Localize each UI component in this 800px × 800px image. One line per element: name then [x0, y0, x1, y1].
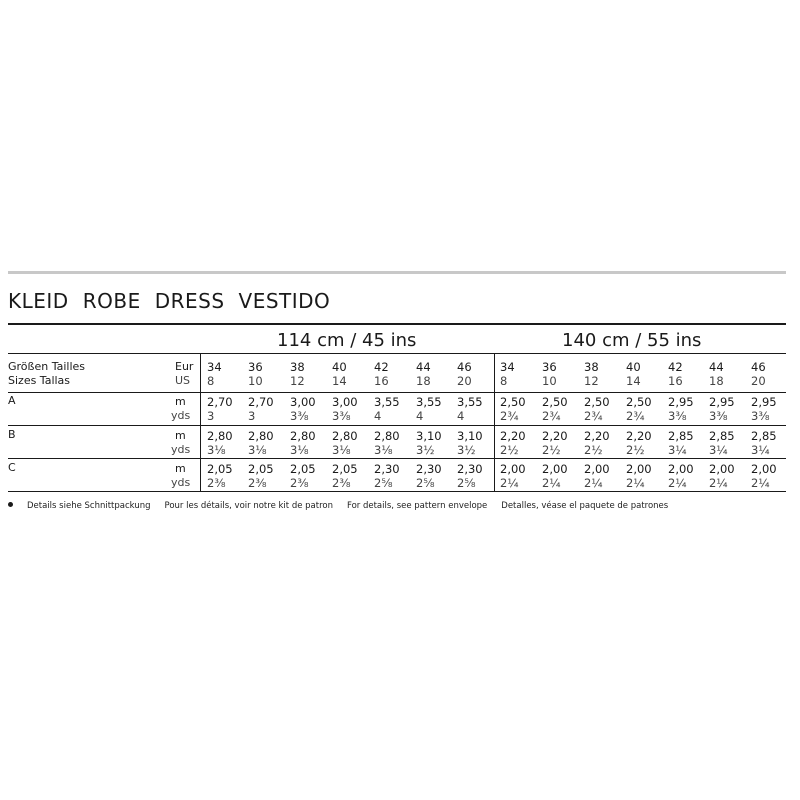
unit-yds: yds	[171, 443, 191, 456]
top-divider	[8, 271, 786, 274]
page-title	[8, 289, 344, 313]
fabric-separator	[494, 353, 495, 491]
footer-note-fr: Pour les détails, voir notre kit de patron	[164, 501, 333, 511]
meters-140: 2,85	[668, 429, 694, 443]
meters-114: 2,30	[416, 462, 442, 476]
footer-note-de: Details siehe Schnittpackung	[27, 501, 151, 511]
yards-140: 2¾	[584, 409, 603, 423]
fabric-width-140: 140 cm / 55 ins	[562, 330, 702, 351]
meters-114: 3,10	[416, 429, 442, 443]
yards-114: 3⅛	[207, 443, 226, 457]
yards-114: 2⅝	[374, 476, 393, 490]
eur-size-114: 46	[457, 360, 472, 374]
meters-140: 2,00	[500, 462, 526, 476]
unit-m: m	[175, 462, 186, 475]
yards-140: 3⅜	[709, 409, 728, 423]
meters-114: 2,80	[374, 429, 400, 443]
meters-140: 2,95	[709, 395, 735, 409]
yards-114: 2⅜	[248, 476, 267, 490]
us-size-114: 16	[374, 374, 389, 388]
title-divider	[8, 323, 786, 325]
meters-140: 2,85	[709, 429, 735, 443]
yards-140: 2¼	[584, 476, 603, 490]
us-label: US	[175, 374, 191, 387]
yards-140: 3¼	[709, 443, 728, 457]
yards-140: 2¼	[709, 476, 728, 490]
unit-m: m	[175, 429, 186, 442]
meters-114: 2,05	[332, 462, 358, 476]
yards-114: 3⅜	[290, 409, 309, 423]
eur-size-140: 44	[709, 360, 724, 374]
meters-114: 3,00	[332, 395, 358, 409]
yards-114: 3⅛	[290, 443, 309, 457]
title-word-fr: ROBE	[82, 289, 141, 313]
row-rule-c	[8, 491, 786, 492]
eur-size-140: 46	[751, 360, 766, 374]
meters-140: 2,00	[668, 462, 694, 476]
yards-140: 2¾	[542, 409, 561, 423]
yards-114: 3⅜	[332, 409, 351, 423]
yards-114: 2⅝	[457, 476, 476, 490]
meters-114: 2,80	[248, 429, 274, 443]
yards-140: 2½	[500, 443, 519, 457]
meters-140: 2,95	[751, 395, 777, 409]
meters-140: 2,20	[626, 429, 652, 443]
us-size-140: 16	[668, 374, 683, 388]
us-size-140: 14	[626, 374, 641, 388]
meters-140: 2,95	[668, 395, 694, 409]
meters-114: 3,55	[457, 395, 483, 409]
meters-140: 2,20	[584, 429, 610, 443]
us-size-114: 18	[416, 374, 431, 388]
yards-114: 2⅝	[416, 476, 435, 490]
unit-separator	[200, 353, 201, 491]
yards-114: 2⅜	[332, 476, 351, 490]
yards-140: 2½	[542, 443, 561, 457]
footer-note-es: Detalles, véase el paquete de patrones	[501, 501, 669, 511]
size-rule	[8, 392, 786, 393]
yards-114: 3½	[457, 443, 476, 457]
yards-140: 2¼	[668, 476, 687, 490]
title-word-de: KLEID	[8, 289, 69, 313]
eur-size-114: 34	[207, 360, 222, 374]
yards-140: 2¼	[751, 476, 770, 490]
meters-140: 2,00	[542, 462, 568, 476]
meters-114: 2,05	[248, 462, 274, 476]
footer-note-en: For details, see pattern envelope	[346, 501, 488, 511]
eur-size-140: 34	[500, 360, 515, 374]
meters-140: 2,50	[626, 395, 652, 409]
footer-notes	[8, 501, 682, 511]
meters-140: 2,50	[584, 395, 610, 409]
yards-140: 2¼	[626, 476, 645, 490]
us-size-140: 18	[709, 374, 724, 388]
title-word-en: DRESS	[154, 289, 225, 313]
yards-114: 4	[374, 409, 382, 423]
meters-114: 2,80	[207, 429, 233, 443]
yards-140: 3⅜	[668, 409, 687, 423]
meters-114: 2,30	[374, 462, 400, 476]
meters-114: 2,30	[457, 462, 483, 476]
yards-140: 2¾	[626, 409, 645, 423]
view-label: C	[8, 461, 16, 474]
us-size-114: 8	[207, 374, 215, 388]
meters-140: 2,00	[751, 462, 777, 476]
row-rule-b	[8, 458, 786, 459]
title-word-es: VESTIDO	[238, 289, 331, 313]
yards-114: 3	[248, 409, 256, 423]
eur-size-114: 40	[332, 360, 347, 374]
yards-114: 3⅛	[248, 443, 267, 457]
view-label: A	[8, 394, 16, 407]
meters-114: 2,70	[207, 395, 233, 409]
meters-140: 2,00	[709, 462, 735, 476]
eur-label: Eur	[175, 360, 194, 373]
meters-114: 3,00	[290, 395, 316, 409]
us-size-140: 12	[584, 374, 599, 388]
yards-114: 2⅜	[290, 476, 309, 490]
eur-size-140: 40	[626, 360, 641, 374]
us-size-114: 20	[457, 374, 472, 388]
unit-yds: yds	[171, 409, 191, 422]
meters-140: 2,50	[500, 395, 526, 409]
meters-140: 2,00	[584, 462, 610, 476]
eur-size-114: 38	[290, 360, 305, 374]
eur-size-140: 42	[668, 360, 683, 374]
meters-140: 2,20	[542, 429, 568, 443]
meters-114: 2,05	[290, 462, 316, 476]
yards-140: 2¼	[542, 476, 561, 490]
row-rule-a	[8, 425, 786, 426]
yards-140: 2¾	[500, 409, 519, 423]
us-size-140: 8	[500, 374, 508, 388]
us-size-140: 20	[751, 374, 766, 388]
yards-114: 4	[416, 409, 424, 423]
us-size-140: 10	[542, 374, 557, 388]
eur-size-114: 42	[374, 360, 389, 374]
yards-114: 3⅛	[332, 443, 351, 457]
meters-140: 2,20	[500, 429, 526, 443]
eur-size-114: 44	[416, 360, 431, 374]
unit-m: m	[175, 395, 186, 408]
meters-114: 2,80	[332, 429, 358, 443]
yards-140: 2¼	[500, 476, 519, 490]
yards-114: 4	[457, 409, 465, 423]
us-size-114: 10	[248, 374, 263, 388]
eur-size-140: 38	[584, 360, 599, 374]
size-label-line1: Größen Tailles	[8, 360, 86, 373]
meters-140: 2,85	[751, 429, 777, 443]
eur-size-114: 36	[248, 360, 263, 374]
yards-140: 2½	[626, 443, 645, 457]
yards-114: 3⅛	[374, 443, 393, 457]
meters-114: 2,70	[248, 395, 274, 409]
yards-114: 3	[207, 409, 215, 423]
header-rule	[8, 353, 786, 354]
yards-140: 3¼	[751, 443, 770, 457]
us-size-114: 12	[290, 374, 305, 388]
meters-114: 3,10	[457, 429, 483, 443]
view-label: B	[8, 428, 16, 441]
size-label-line2: Sizes Tallas	[8, 374, 71, 387]
meters-114: 3,55	[374, 395, 400, 409]
meters-114: 2,05	[207, 462, 233, 476]
meters-114: 2,80	[290, 429, 316, 443]
yards-140: 3¼	[668, 443, 687, 457]
meters-140: 2,50	[542, 395, 568, 409]
us-size-114: 14	[332, 374, 347, 388]
meters-114: 3,55	[416, 395, 442, 409]
yards-114: 3½	[416, 443, 435, 457]
fabric-width-114: 114 cm / 45 ins	[277, 330, 417, 351]
unit-yds: yds	[171, 476, 191, 489]
yards-140: 3⅜	[751, 409, 770, 423]
yards-114: 2⅜	[207, 476, 226, 490]
yards-140: 2½	[584, 443, 603, 457]
bullet-icon	[8, 502, 13, 507]
meters-140: 2,00	[626, 462, 652, 476]
eur-size-140: 36	[542, 360, 557, 374]
